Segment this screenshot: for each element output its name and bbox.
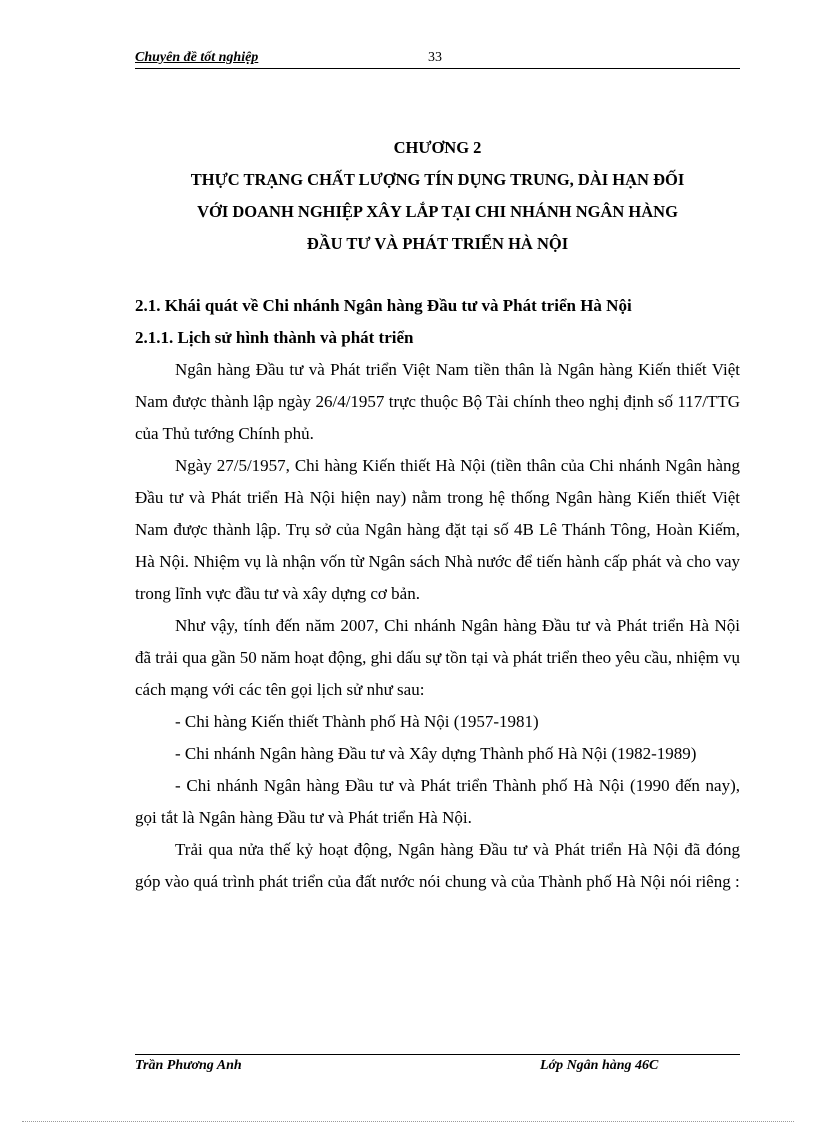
subsection-heading: 2.1.1. Lịch sử hình thành và phát triển [135,328,414,347]
paragraph: Ngân hàng Đầu tư và Phát triển Việt Nam tiền thân là Ngân hàng Kiến thiết Việt Nam được thành lập ngày 26/4/1957 trực thuộc Bộ Tài chính theo nghị định số 117/TTG của Thủ tướng Chính phủ. [135,360,740,443]
list-item: - Chi nhánh Ngân hàng Đầu tư và Xây dựng Thành phố Hà Nội (1982-1989) [175,744,697,763]
page-number: 33 [428,50,442,65]
footer-author: Trần Phương Anh [135,1058,242,1073]
body-text [135,290,740,898]
chapter-title-line: VỚI DOANH NGHIỆP XÂY LẮP TẠI CHI NHÁNH NGÂN HÀNG [197,202,678,221]
chapter-title-line: ĐẦU TƯ VÀ PHÁT TRIỂN HÀ NỘI [306,234,569,253]
page-header [135,50,740,69]
footer-class: Lớp Ngân hàng 46C [540,1058,659,1073]
page-footer [135,1054,740,1073]
chapter-number: CHƯƠNG 2 [393,138,482,157]
paragraph: Như vậy, tính đến năm 2007, Chi nhánh Ngân hàng Đầu tư và Phát triển Hà Nội đã trải qua gần 50 năm hoạt động, ghi dấu sự tồn tại và phát triển theo yêu cầu, nhiệm vụ cách mạng với các tên gọi lịch sử như sau: [135,616,741,699]
paragraph: Ngày 27/5/1957, Chi hàng Kiến thiết Hà Nội (tiền thân của Chi nhánh Ngân hàng Đầu tư và Phát triển Hà Nội hiện nay) nằm trong hệ thống Ngân hàng Kiến thiết Việt Nam được thành lập. Trụ sở của Ngân hàng đặt tại số 4B Lê Thánh Tông, Hoàn Kiếm, Hà Nội. Nhiệm vụ là nhận vốn từ Ngân sách Nhà nước để tiến hành cấp phát và cho vay trong lĩnh vực đầu tư và xây dựng cơ bản. [135,456,740,603]
list-item: - Chi nhánh Ngân hàng Đầu tư và Phát triển Thành phố Hà Nội (1990 đến nay), gọi tắt là Ngân hàng Đầu tư và Phát triển Hà Nội. [135,776,740,827]
page-bottom-divider [22,1121,794,1122]
list-item: - Chi hàng Kiến thiết Thành phố Hà Nội (1957-1981) [175,712,539,731]
header-title: Chuyên đề tốt nghiệp [135,50,259,65]
paragraph: Trải qua nửa thế kỷ hoạt động, Ngân hàng Đầu tư và Phát triển Hà Nội đã đóng góp vào quá trình phát triển của đất nước nói chung và của Thành phố Hà Nội nói riêng : [135,840,740,891]
chapter-title-line: THỰC TRẠNG CHẤT LƯỢNG TÍN DỤNG TRUNG, DÀI HẠN ĐỐI [190,170,685,189]
chapter-heading [135,132,740,260]
section-heading: 2.1. Khái quát về Chi nhánh Ngân hàng Đầu tư và Phát triển Hà Nội [135,296,632,315]
